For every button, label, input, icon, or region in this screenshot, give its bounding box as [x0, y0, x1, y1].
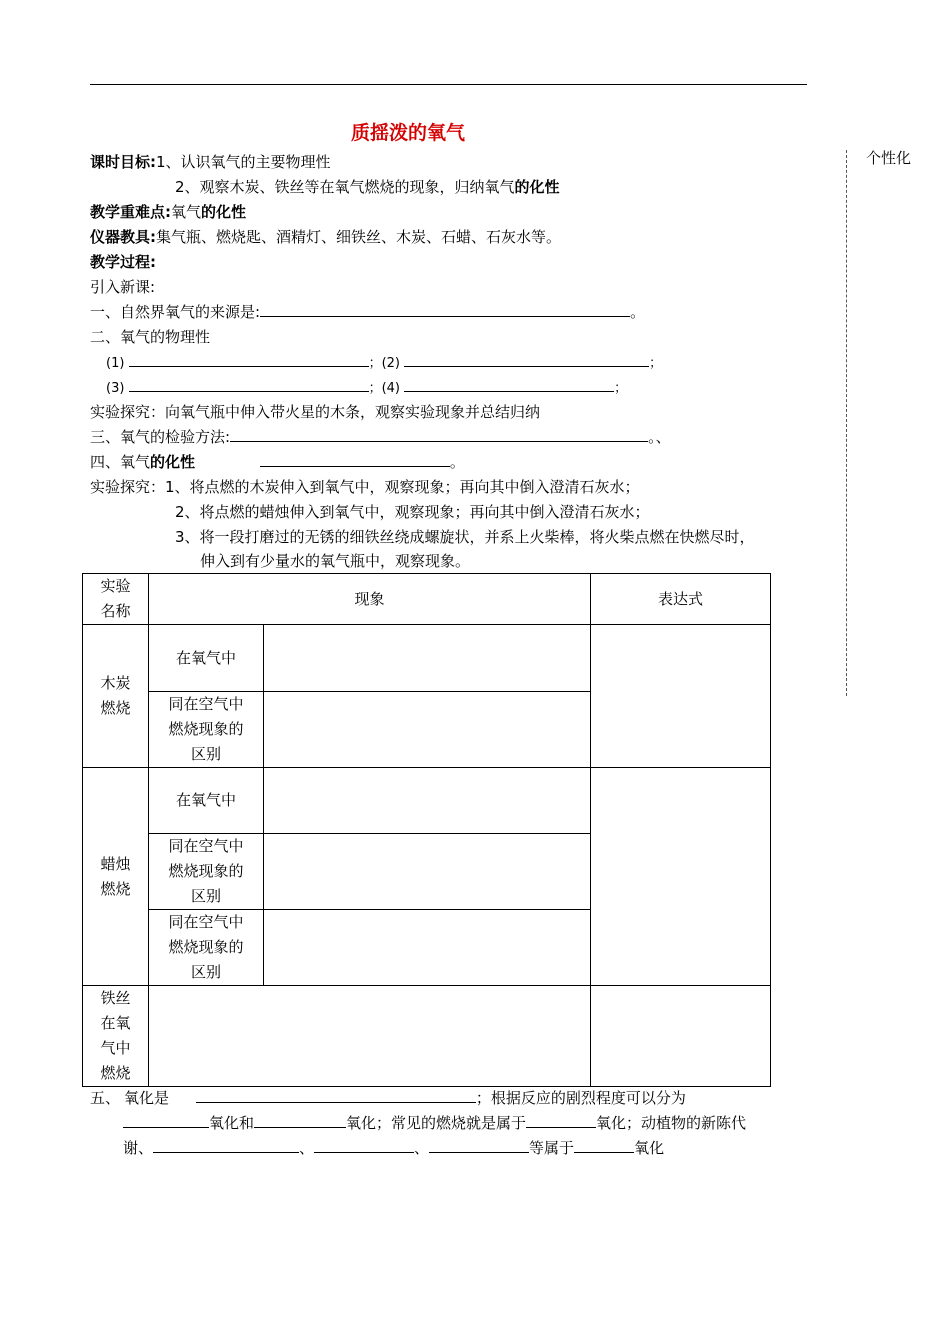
cell-blank[interactable]: [264, 834, 591, 910]
s3-text: 三、氧气的检验方法:: [90, 428, 231, 446]
blank[interactable]: [129, 377, 369, 392]
s5-post: 是: [154, 1089, 170, 1107]
goal-1: 1、认识氧气的主要物理性: [156, 153, 331, 171]
cell-vs-air: 同在空气中 燃烧现象的 区别: [149, 692, 264, 768]
intro-line: 引入新课:: [90, 278, 156, 296]
blank[interactable]: [260, 302, 630, 317]
l3-c: 氧化: [634, 1139, 665, 1157]
section-3: [90, 427, 671, 447]
blank[interactable]: [129, 352, 369, 367]
semicolon: ；: [649, 356, 663, 371]
cell-expression[interactable]: [591, 986, 771, 1087]
header-name: 实验 名称: [83, 574, 149, 625]
cell-in-oxygen: 在氧气中: [149, 768, 264, 834]
props-line-2: [106, 377, 627, 399]
blank[interactable]: [404, 377, 614, 392]
header-expression: 表达式: [591, 574, 771, 625]
l3-a: 谢、: [123, 1139, 154, 1157]
l3-sep2: 、: [414, 1139, 430, 1157]
row-candle: 蜡烛 燃烧: [83, 768, 149, 986]
margin-divider: [846, 150, 847, 696]
goal-label: 课时目标:: [90, 153, 156, 171]
blank[interactable]: [260, 452, 450, 467]
key-text: 氧气: [171, 203, 202, 221]
key-line: [90, 202, 246, 222]
blank[interactable]: [404, 352, 649, 367]
experiment-2-4: 伸入到有少量水的氧气瓶中，观察现象。: [200, 552, 471, 570]
l2-a: 氧化和: [209, 1114, 255, 1132]
l3-b: 等属于: [529, 1139, 575, 1157]
proc-label-text: 教学过程:: [90, 253, 156, 271]
experiment-2-2: 2、将点燃的蜡烛伸入到氧气中，观察现象；再向其中倒入澄清石灰水；: [175, 503, 650, 521]
header-phenomenon: 现象: [149, 574, 591, 625]
instrument-line: [90, 227, 561, 247]
cell-blank[interactable]: [149, 986, 591, 1087]
section-5-line-3: [123, 1138, 664, 1158]
blank[interactable]: [254, 1113, 346, 1128]
goal-line-1: [90, 152, 331, 172]
p1-label: (1): [106, 356, 125, 371]
s1-end: 。: [630, 303, 646, 321]
s3-end: 。、: [648, 428, 671, 446]
l2-d: ；动植物的新陈代: [626, 1114, 747, 1132]
blank[interactable]: [526, 1113, 596, 1128]
blank[interactable]: [230, 427, 648, 442]
cell-expression[interactable]: [591, 768, 771, 986]
page-title: 质揺泼的氧气: [351, 122, 466, 144]
experiment-2-1: 实验探究：1、将点燃的木炭伸入到氧气中，观察现象；再向其中倒入澄清石灰水；: [90, 478, 640, 496]
cell-expression[interactable]: [591, 625, 771, 768]
p3-label: (3): [106, 381, 125, 396]
props-line-1: [106, 352, 662, 374]
s1-text: 一、自然界氧气的来源是:: [90, 303, 261, 321]
blank[interactable]: [429, 1138, 529, 1153]
blank[interactable]: [574, 1138, 634, 1153]
experiment-table: [82, 573, 771, 1087]
s5-pre: 五、: [90, 1089, 121, 1107]
cell-blank[interactable]: [264, 768, 591, 834]
cell-in-oxygen: 在氧气中: [149, 625, 264, 692]
section-2: 二、氧气的物理性: [90, 328, 211, 346]
inst-label: 仪器教具:: [90, 228, 156, 246]
section-4: [90, 452, 465, 472]
s5-tail: ；根据反应的剧烈程度可以分为: [475, 1089, 686, 1107]
row-charcoal: 木炭 燃烧: [83, 625, 149, 768]
l2-c: 氧化: [596, 1114, 627, 1132]
goal-line-2: [175, 177, 560, 197]
side-note: 个性化: [866, 149, 912, 167]
section-1: [90, 302, 645, 322]
header-rule: [90, 84, 807, 85]
p4-label: ；(4): [368, 381, 400, 396]
process-label: [90, 252, 156, 272]
cell-blank[interactable]: [264, 910, 591, 986]
blank[interactable]: [123, 1113, 209, 1128]
s4-end: 。: [449, 453, 465, 471]
l3-sep1: 、: [299, 1139, 315, 1157]
experiment-1: 实验探究：向氧气瓶中伸入带火星的木条，观察实验现象并总结归纳: [90, 403, 541, 421]
goal-2-bold: 的化性: [514, 178, 560, 196]
blank[interactable]: [314, 1138, 414, 1153]
l2-b: 氧化；常见的燃烧就是属于: [346, 1114, 527, 1132]
blank[interactable]: [196, 1088, 476, 1103]
cell-vs-air: 同在空气中 燃烧现象的 区别: [149, 834, 264, 910]
key-label: 教学重难点:: [90, 203, 171, 221]
experiment-2-3: 3、将一段打磨过的无锈的细铁丝绕成螺旋状，并系上火柴棒，将火柴点燃在快燃尽时，: [175, 528, 755, 546]
s5-mid: 氧化: [124, 1089, 155, 1107]
row-iron: 铁丝 在氧 气中 燃烧: [83, 986, 149, 1087]
s4-text: 四、氧气: [90, 453, 151, 471]
cell-vs-air: 同在空气中 燃烧现象的 区别: [149, 910, 264, 986]
cell-blank[interactable]: [264, 625, 591, 692]
key-bold: 的化性: [201, 203, 247, 221]
inst-text: 集气瓶、燃烧匙、酒精灯、细铁丝、木炭、石蜡、石灰水等。: [156, 228, 562, 246]
semicolon: ；: [614, 381, 628, 396]
blank[interactable]: [153, 1138, 299, 1153]
section-5-line-2: [123, 1113, 746, 1133]
goal-2: 2、观察木炭、铁丝等在氧气燃烧的现象，归纳氧气: [175, 178, 515, 196]
section-5-line-1: [90, 1088, 686, 1108]
p2-label: ；(2): [368, 356, 400, 371]
cell-blank[interactable]: [264, 692, 591, 768]
s4-bold: 的化性: [150, 453, 196, 471]
